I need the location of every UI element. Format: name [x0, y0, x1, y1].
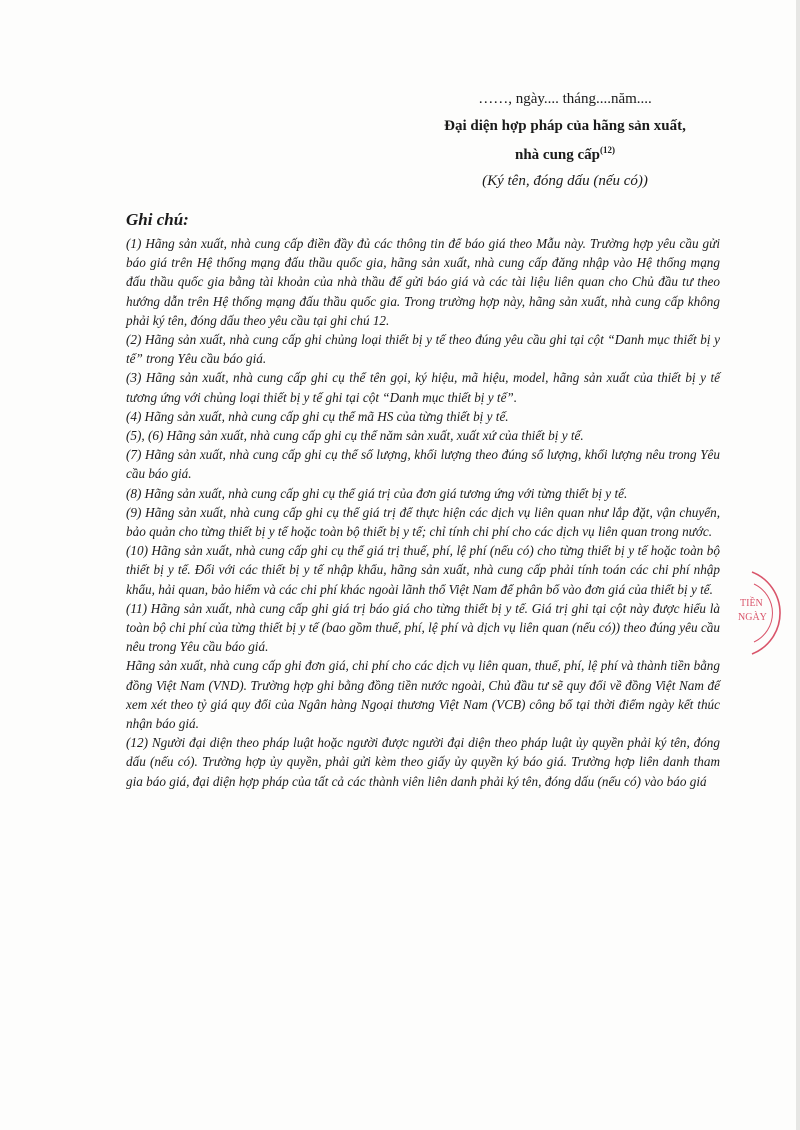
note-item-9: (9) Hãng sản xuất, nhà cung cấp ghi cụ thể giá trị để thực hiện các dịch vụ liên quan như lắp đặt, vận chuyển, bảo quản cho từng thiết bị y tế hoặc toàn bộ thiết bị y tế; chỉ tính chi phí cho các dịch vụ liên quan trong nước. [126, 504, 720, 540]
stamp-text-line1: TIỀN [740, 598, 763, 609]
note-item-7: (7) Hãng sản xuất, nhà cung cấp ghi cụ thể số lượng, khối lượng theo đúng số lượng, khối lượng nêu trong Yêu cầu báo giá. [126, 447, 720, 482]
representative-subtitle [400, 138, 730, 167]
note-item-12: (12) Người đại diện theo pháp luật hoặc người được người đại diện theo pháp luật ủy quyền phải ký tên, đóng dấu (nếu có). Trường hợp ủy quyền, phải gửi kèm theo giấy ủy quyền ký báo giá. Trường hợp liên danh tham gia báo giá, đại diện hợp pháp của tất cả các thành viên liên danh phải ký tên, đóng dấu (nếu có) vào báo giá [126, 735, 720, 789]
signature-block [400, 88, 730, 193]
scan-edge [796, 0, 800, 1130]
footnote-ref-12: (12) [600, 145, 616, 155]
sign-instruction: (Ký tên, đóng dấu (nếu có)) [482, 173, 648, 189]
representative-subtitle-text: nhà cung cấp [514, 147, 601, 163]
notes-section [126, 208, 720, 791]
note-item-1: (1) Hãng sản xuất, nhà cung cấp điền đầy đủ các thông tin để báo giá theo Mẫu này. Trường hợp yêu cầu gửi báo giá trên Hệ thống mạng đấu thầu quốc gia, hãng sản xuất, nhà cung cấp đăng nhập vào Hệ thống mạng đấu thầu quốc gia bằng tài khoản của nhà thầu để gửi báo giá và các tài liệu liên quan cho Chủ đầu tư theo hướng dẫn trên Hệ thống mạng đấu thầu quốc gia. Trong trường hợp này, hãng sản xuất, nhà cung cấp không phải ký tên, đóng dấu theo yêu cầu tại ghi chú 12. [126, 236, 720, 328]
stamp-text-line2: NGÀY [738, 612, 767, 623]
partial-red-stamp [738, 570, 800, 656]
note-currency-paragraph: Hãng sản xuất, nhà cung cấp ghi đơn giá, chi phí cho các dịch vụ liên quan, thuế, phí, lệ phí và thành tiền bằng đồng Việt Nam (VND). Trường hợp ghi bằng đồng tiền nước ngoài, Chủ đầu tư sẽ quy đổi về đồng Việt Nam để xem xét theo tỷ giá quy đổi của Ngân hàng Ngoại thương Việt Nam (VCB) công bố tại thời điểm ngày kết thúc nhận báo giá. [126, 658, 720, 732]
note-item-4: (4) Hãng sản xuất, nhà cung cấp ghi cụ thể mã HS của từng thiết bị y tế. [126, 408, 509, 424]
note-item-10: (10) Hãng sản xuất, nhà cung cấp ghi cụ thể giá trị thuế, phí, lệ phí (nếu có) cho từng thiết bị y tế hoặc toàn bộ thiết bị y tế. Đối với các thiết bị y tế nhập khẩu, hãng sản xuất, nhà cung cấp phải tính toán các chi phí nhập khẩu, hải quan, bảo hiểm và các chi phí khác ngoài lãnh thổ Việt Nam để phân bổ vào đơn giá của thiết bị y tế. [126, 543, 720, 597]
note-item-5-6: (5), (6) Hãng sản xuất, nhà cung cấp ghi cụ thể năm sản xuất, xuất xứ của thiết bị y tế. [126, 428, 584, 444]
note-item-3: (3) Hãng sản xuất, nhà cung cấp ghi cụ thể tên gọi, ký hiệu, mã hiệu, model, hãng sản xuất của thiết bị y tế tương ứng với chủng loại thiết bị y tế ghi tại cột “Danh mục thiết bị y tế”. [126, 370, 720, 405]
notes-heading: Ghi chú: [126, 210, 189, 229]
note-item-2: (2) Hãng sản xuất, nhà cung cấp ghi chủng loại thiết bị y tế theo đúng yêu cầu ghi tại cột “Danh mục thiết bị y tế” trong Yêu cầu báo giá. [126, 332, 720, 367]
date-line: ……, ngày.... tháng....năm.... [478, 91, 652, 107]
note-item-8: (8) Hãng sản xuất, nhà cung cấp ghi cụ thể giá trị của đơn giá tương ứng với từng thiết bị y tế. [126, 485, 628, 501]
representative-title: Đại diện hợp pháp của hãng sản xuất, [444, 118, 686, 134]
note-item-11: (11) Hãng sản xuất, nhà cung cấp ghi giá trị báo giá cho từng thiết bị y tế. Giá trị ghi tại cột này được hiểu là toàn bộ chi phí của từng thiết bị y tế (bao gồm thuế, phí, lệ phí và dịch vụ liên quan (nếu có)) theo đúng yêu cầu nêu trong Yêu cầu báo giá. [126, 600, 720, 655]
